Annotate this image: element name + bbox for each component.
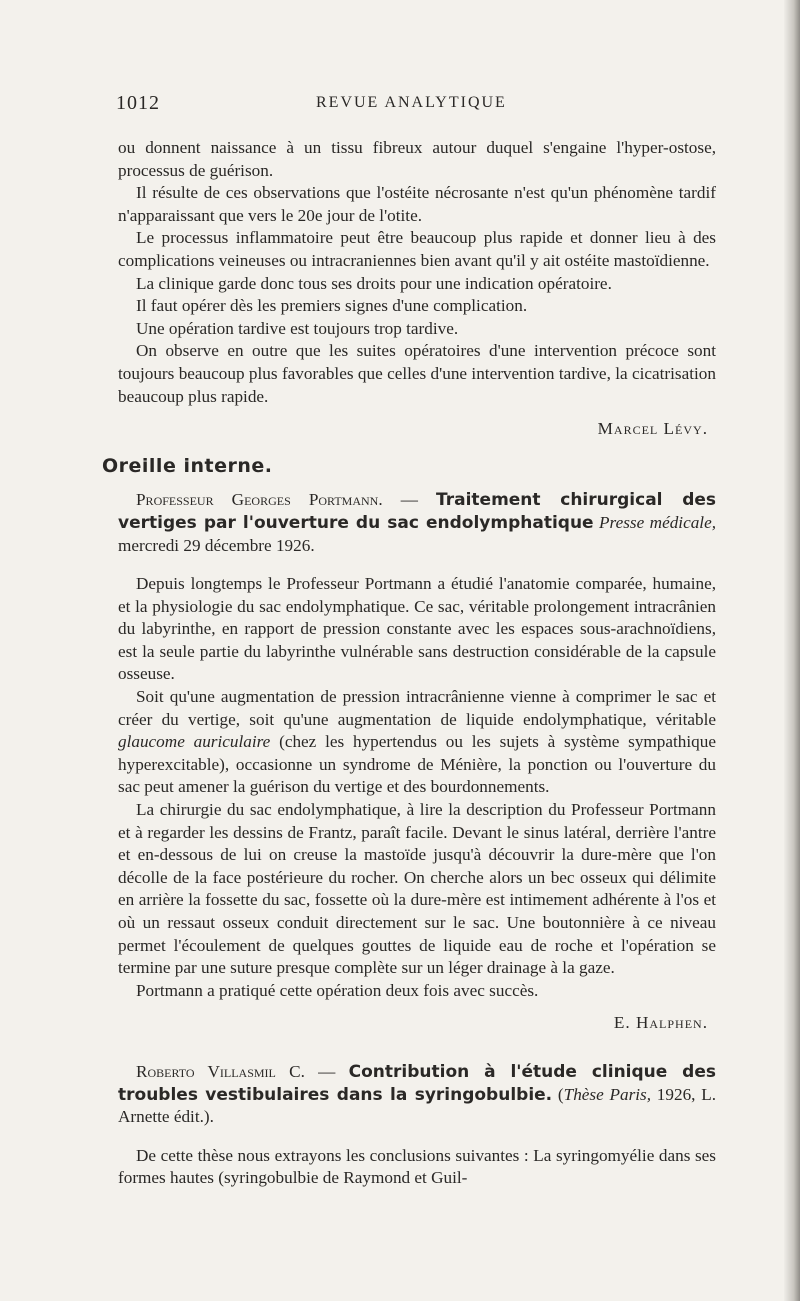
continued-paragraph: ou donnent naissance à un tissu fibreux autour duquel s'engaine l'hyper-ostose, processus de guérison.: [118, 138, 716, 180]
entry-source-open: (: [552, 1084, 564, 1104]
paragraph: Il faut opérer dès les premiers signes d'une complication.: [136, 296, 528, 316]
paragraph-text: (chez les hypertendus ou les sujets à système sympathique hyperexcitable), occasionne un syndrome de Ménière, la ponction ou l'ouverture du sac peut amener la guérison du vertige et des bourdonnements.: [118, 732, 716, 797]
signature: Marcel Lévy.: [597, 419, 708, 439]
paragraph: Une opération tardive est toujours trop tardive.: [136, 318, 459, 338]
paragraph: [118, 686, 716, 799]
paragraph: Portmann a pratiqué cette opération deux fois avec succès.: [136, 980, 539, 1000]
paragraph: La clinique garde donc tous ses droits pour une indication opératoire.: [136, 273, 612, 293]
entry-date: mercredi 29 décembre 1926.: [118, 535, 315, 555]
page-edge-shadow: [784, 0, 800, 1301]
paragraph: Il résulte de ces observations que l'ostéite nécrosante n'est qu'un phénomène tardif n'apparaissant que vers le 20e jour de l'otite.: [118, 183, 716, 225]
entry-source: Presse médicale,: [599, 512, 717, 532]
page-body: [102, 137, 717, 1190]
entry-author: Professeur Georges Portmann.: [136, 490, 383, 510]
entry-title: Traitement chirurgical des vertiges par l'ouverture du sac endolymphatique: [118, 490, 717, 533]
entry-dash: —: [304, 1061, 349, 1081]
bibliographic-entry: [118, 489, 716, 557]
paragraph: On observe en outre que les suites opératoires d'une intervention précoce sont toujours beaucoup plus favorables que celles d'une intervention tardive, la cicatrisation beaucoup plus rapide.: [118, 341, 716, 406]
bibliographic-entry: [118, 1061, 716, 1129]
paragraph: Depuis longtemps le Professeur Portmann a étudié l'anatomie comparée, humaine, et la physiologie du sac endolymphatique. Ce sac, véritable prolongement intracrânien du labyrinthe, en rapport de pression constante avec les espaces sous-arachnoïdiens, est la seule partie du labyrinthe vulnérable sans destruction considérable de la capsule osseuse.: [118, 574, 716, 684]
section-heading: Oreille interne.: [102, 454, 273, 477]
running-title: REVUE ANALYTIQUE: [316, 94, 507, 111]
entry-author: Roberto Villasmil C.: [136, 1061, 305, 1081]
paragraph-text: Soit qu'une augmentation de pression intracrânienne vienne à comprimer le sac et créer du vertige, soit qu'une augmentation de liquide endolymphatique, véritable: [118, 687, 716, 729]
signature: E. Halphen.: [613, 1013, 708, 1033]
paragraph: De cette thèse nous extrayons les conclusions suivantes : La syringomyélie dans ses formes hautes (syringobulbie de Raymond et Guil-: [118, 1145, 716, 1188]
page-number: 1012: [116, 92, 160, 114]
entry-details: 1926, L. Arnette édit.).: [118, 1084, 716, 1127]
entry-source: Thèse Paris,: [563, 1084, 652, 1104]
entry-dash: —: [382, 490, 436, 510]
emphasis-text: glaucome auriculaire: [118, 732, 271, 752]
page-header: [116, 92, 716, 122]
paragraph: Le processus inflammatoire peut être beaucoup plus rapide et donner lieu à des complications veineuses ou intracraniennes bien avant qu'il y ait ostéite mastoïdienne.: [118, 228, 716, 270]
entry-title: Contribution à l'étude clinique des troubles vestibulaires dans la syringobulbie.: [118, 1061, 716, 1105]
paragraph: La chirurgie du sac endolymphatique, à lire la description du Professeur Portmann et à regarder les dessins de Frantz, paraît facile. Devant le sinus latéral, derrière l'antre et en-dessous de lui on creuse la mastoïde jusqu'à découvrir la dure-mère que l'on décolle de la face postérieure du rocher. On cherche alors un bec osseux qui délimite en arrière la fossette du sac, fossette où la dure-mère est intimement adhérente à l'os et où un ressaut osseux conduit directement sur le sac. Une boutonnière à ce niveau permet l'écoulement de quelques gouttes de liquide eau de roche et l'opération se termine par une suture presque complète sur un léger drainage à la gaze.: [118, 800, 716, 978]
